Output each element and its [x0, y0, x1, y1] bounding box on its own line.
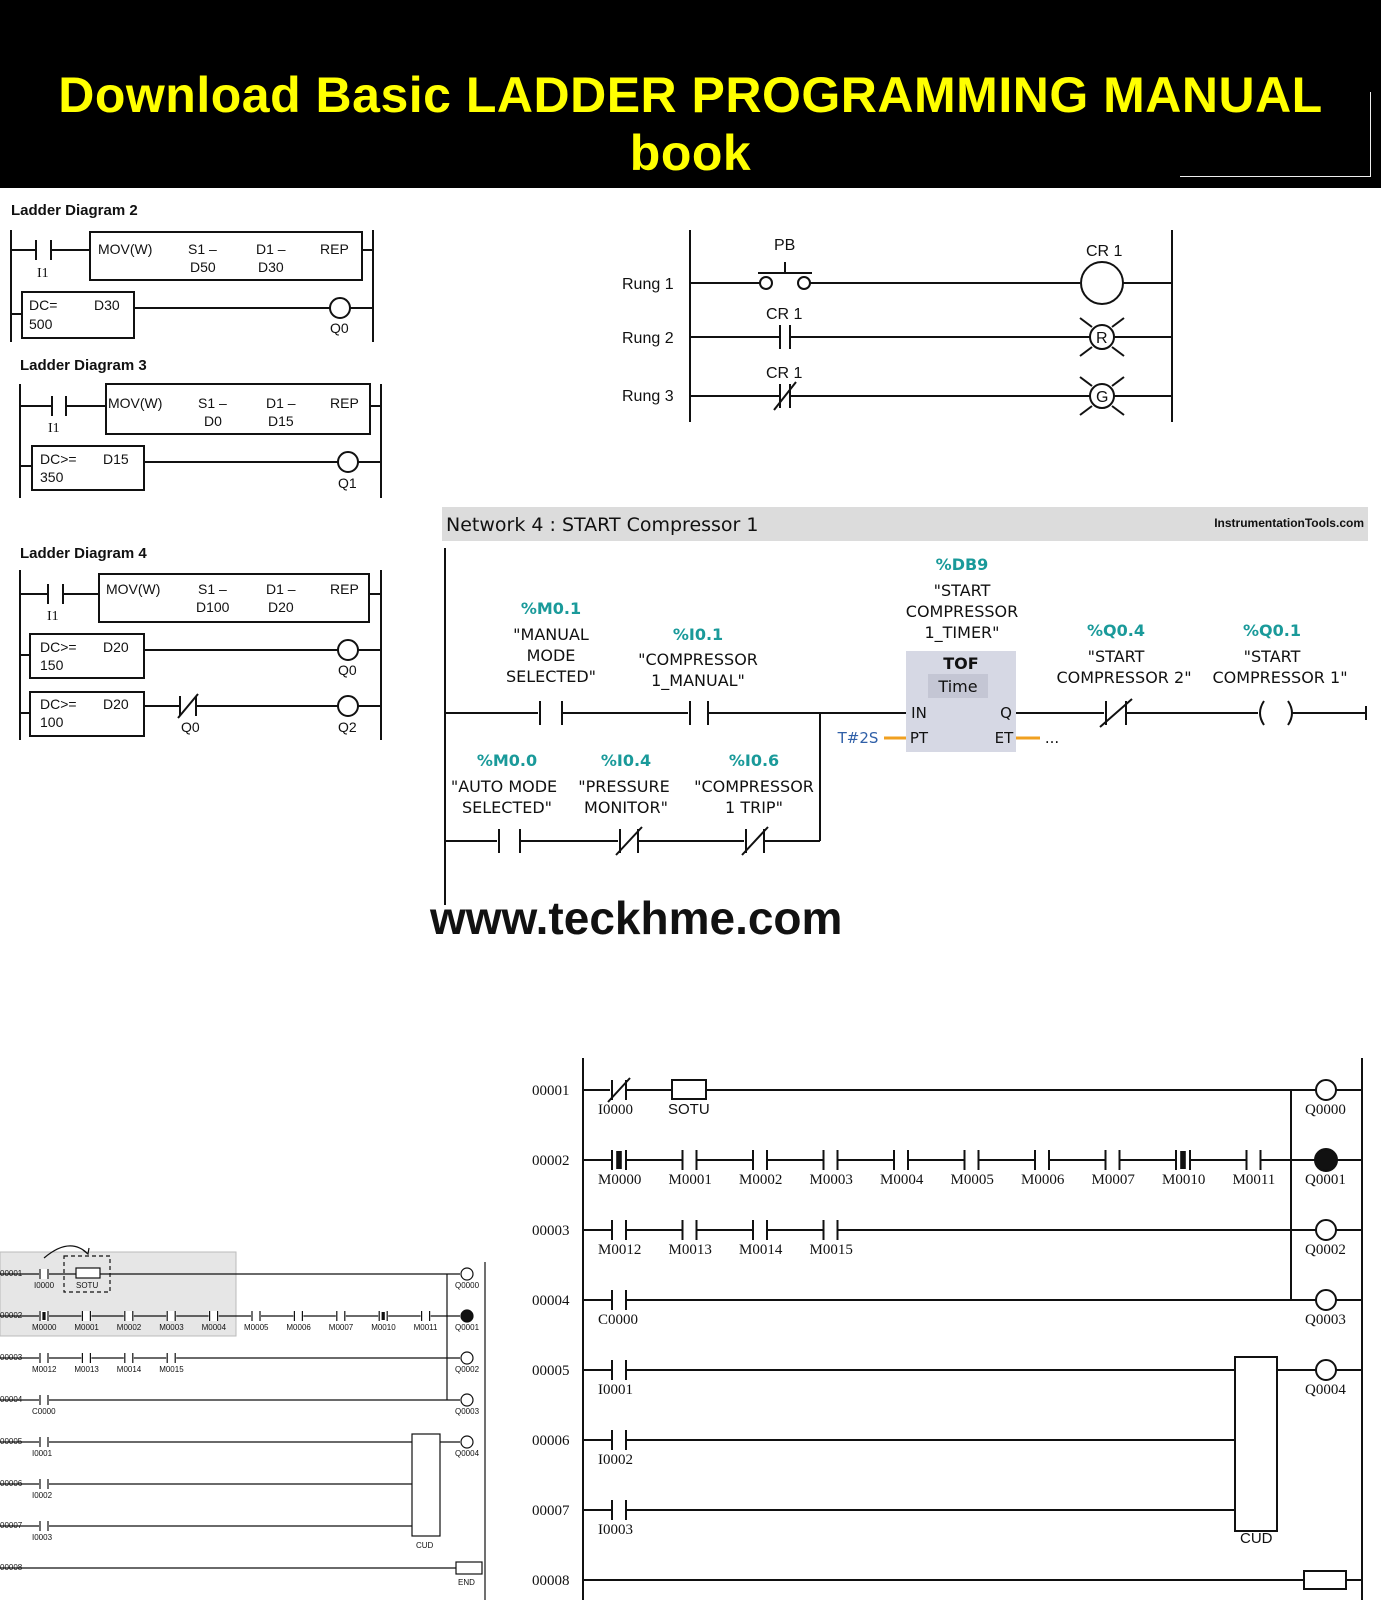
ld3-d1-value: D15 — [268, 413, 294, 429]
big-ladder — [583, 1058, 1362, 1600]
big-out-q0002: Q0002 — [1305, 1242, 1346, 1258]
small-r3-label-2: M0013 — [74, 1365, 99, 1374]
big-r2-label-10: M0011 — [1232, 1172, 1276, 1188]
i06-line-1: "COMPRESSOR — [694, 777, 814, 796]
small-coil-4 — [461, 1436, 473, 1448]
small-r2-contact-5 — [209, 1311, 219, 1321]
ld2-heading: Ladder Diagram 2 — [11, 202, 138, 219]
big-row-7: 00007 — [532, 1503, 570, 1519]
ld2-dc-value: 500 — [29, 316, 53, 332]
big-r2-contact-7 — [1034, 1150, 1050, 1170]
db9-line-2: COMPRESSOR — [905, 602, 1019, 621]
small-single-contact-4 — [39, 1395, 49, 1405]
small-cud-label: CUD — [416, 1541, 434, 1550]
big-ladder-contacts — [611, 1150, 1262, 1520]
cr1-contact-b-label: CR 1 — [766, 365, 803, 382]
big-row-4: 00004 — [532, 1293, 570, 1309]
ld2-s1-value: D50 — [190, 259, 216, 275]
m01-line-1: "MANUAL — [513, 625, 589, 644]
big-r2-label-7: M0006 — [1021, 1172, 1065, 1188]
small-r4-contact: C0000 — [32, 1407, 56, 1416]
ld4-output1-label: Q0 — [338, 662, 357, 678]
big-row-2: 00002 — [532, 1153, 570, 1169]
lamp-g-label: G — [1096, 389, 1109, 406]
ld4-d1: D1 – — [266, 581, 296, 597]
tof-q-pin: Q — [1000, 704, 1012, 722]
big-r3-label-1: M0012 — [598, 1242, 642, 1258]
small-r2-label-8: M0007 — [328, 1323, 354, 1332]
network-brand: InstrumentationTools.com — [1214, 516, 1364, 530]
small-single-contact-7 — [39, 1521, 49, 1531]
small-out-q0000: Q0000 — [455, 1281, 480, 1290]
big-r3-contact-1 — [611, 1220, 627, 1240]
ld2-d1: D1 – — [256, 241, 286, 257]
ld2-dc: DC= — [29, 297, 58, 313]
ld4-output2-label: Q2 — [338, 719, 357, 735]
ld3-block-label: MOV(W) — [108, 395, 163, 411]
small-ladder — [0, 1246, 485, 1600]
big-r3-labels — [598, 1242, 853, 1258]
big-r2-contact-8 — [1105, 1150, 1121, 1170]
ld4-heading: Ladder Diagram 4 — [20, 545, 147, 562]
ld2-s1: S1 – — [188, 241, 217, 257]
big-r2-labels — [598, 1172, 1275, 1188]
small-r2-label-2: M0001 — [74, 1323, 99, 1332]
big-single-contact-5 — [611, 1360, 627, 1380]
i06-line-2: 1 TRIP" — [725, 798, 783, 817]
ld3-d1: D1 – — [266, 395, 296, 411]
big-r2-contact-3 — [752, 1150, 768, 1170]
db9-line-1: "START — [933, 581, 991, 600]
ld2-block-label: MOV(W) — [98, 241, 153, 257]
tof-et-pin: ET — [994, 729, 1014, 747]
small-r1-sotu: SOTU — [76, 1281, 99, 1290]
small-row-7: 00007 — [0, 1521, 23, 1530]
small-r3-contact-3 — [124, 1353, 134, 1363]
small-r5-contact: I0001 — [32, 1449, 53, 1458]
small-end-label: END — [458, 1578, 475, 1587]
ld4-s1-value: D100 — [196, 599, 230, 615]
ld4-d1-value: D20 — [268, 599, 294, 615]
network-title: Network 4 : START Compressor 1 — [446, 514, 759, 536]
small-row-5: 00005 — [0, 1437, 23, 1446]
big-row-1: 00001 — [532, 1083, 570, 1099]
big-single-contact-6 — [611, 1430, 627, 1450]
small-r1-contact — [39, 1269, 49, 1279]
small-row-8: 00008 — [0, 1563, 23, 1572]
ld2-contact-label: I1 — [37, 266, 49, 281]
big-r2-contact-1 — [611, 1150, 627, 1170]
small-r2-contact-9 — [378, 1311, 388, 1321]
ld3-s1-value: D0 — [204, 413, 222, 429]
small-r2-label-10: M0011 — [413, 1323, 438, 1332]
rung-3-label: Rung 3 — [622, 388, 674, 405]
small-out-q0003: Q0003 — [455, 1407, 480, 1416]
rung-2-label: Rung 2 — [622, 330, 674, 347]
db9-address: %DB9 — [935, 555, 989, 574]
q01-line-2: COMPRESSOR 1" — [1212, 668, 1348, 687]
ld4-s1: S1 – — [198, 581, 227, 597]
big-r6-contact: I0002 — [598, 1452, 633, 1468]
big-out-q0003: Q0003 — [1305, 1312, 1346, 1328]
small-r2-contact-6 — [251, 1311, 261, 1321]
i01-line-2: 1_MANUAL" — [651, 671, 745, 690]
ld3-heading: Ladder Diagram 3 — [20, 357, 147, 374]
ld4-block-label: MOV(W) — [106, 581, 161, 597]
m00-line-1: "AUTO MODE — [450, 777, 558, 796]
big-out-q0000: Q0000 — [1305, 1102, 1346, 1118]
big-r3-label-3: M0014 — [739, 1242, 783, 1258]
i01-line-1: "COMPRESSOR — [638, 650, 758, 669]
q04-line-2: COMPRESSOR 2" — [1056, 668, 1192, 687]
small-r2-contact-4 — [166, 1311, 176, 1321]
big-r3-contact-2 — [682, 1220, 698, 1240]
small-r2-label-6: M0005 — [244, 1323, 269, 1332]
small-coil-3 — [461, 1394, 473, 1406]
ld2-dc-register: D30 — [94, 297, 120, 313]
cr1-coil-label: CR 1 — [1086, 243, 1123, 260]
small-out-q0002: Q0002 — [455, 1365, 480, 1374]
small-r2-label-9: M0010 — [371, 1323, 396, 1332]
tof-pt-pin: PT — [909, 729, 929, 747]
ld4-dc2-register: D20 — [103, 696, 129, 712]
ld3-output-label: Q1 — [338, 475, 357, 491]
small-r7-contact: I0003 — [32, 1533, 53, 1542]
small-r2-label-4: M0003 — [159, 1323, 184, 1332]
cr1-contact-a-label: CR 1 — [766, 306, 803, 323]
small-r2-contact-10 — [421, 1311, 431, 1321]
tof-et-value: ... — [1044, 729, 1060, 747]
tof-pt-value: T#2S — [837, 729, 879, 747]
i04-address: %I0.4 — [600, 751, 652, 770]
big-r4-contact: C0000 — [598, 1312, 639, 1328]
big-r7-contact: I0003 — [598, 1522, 633, 1538]
watermark-url: www.teckhme.com — [430, 892, 843, 944]
small-r2-label-5: M0004 — [201, 1323, 227, 1332]
big-r1-sotu: SOTU — [668, 1101, 710, 1118]
ld3-s1: S1 – — [198, 395, 227, 411]
small-row-4: 00004 — [0, 1395, 23, 1404]
big-out-q0001: Q0001 — [1305, 1172, 1346, 1188]
ld3-contact-label: I1 — [48, 421, 60, 436]
small-r3-contact-4 — [166, 1353, 176, 1363]
small-r3-label-4: M0015 — [159, 1365, 184, 1374]
q04-address: %Q0.4 — [1087, 621, 1145, 640]
m01-line-3: SELECTED" — [505, 667, 597, 686]
small-single-contact-6 — [39, 1479, 49, 1489]
ld2-output-label: Q0 — [330, 320, 349, 336]
small-single-contact-5 — [39, 1437, 49, 1447]
big-r5-contact: I0001 — [598, 1382, 633, 1398]
small-out-q0004: Q0004 — [455, 1449, 480, 1458]
pb-label: PB — [774, 237, 796, 254]
small-r3-label-1: M0012 — [32, 1365, 57, 1374]
m00-address: %M0.0 — [476, 751, 538, 770]
big-r2-contact-10 — [1246, 1150, 1262, 1170]
big-r2-contact-4 — [823, 1150, 839, 1170]
small-r2-contact-3 — [124, 1311, 134, 1321]
tof-in-pin: IN — [911, 704, 927, 722]
big-out-q0004: Q0004 — [1305, 1382, 1346, 1398]
big-r3-contact-3 — [752, 1220, 768, 1240]
big-single-contact-7 — [611, 1500, 627, 1520]
big-r2-contact-9 — [1175, 1150, 1191, 1170]
banner-title: Download Basic LADDER PROGRAMMING MANUAL book — [58, 67, 1323, 181]
small-coil-1 — [461, 1268, 473, 1280]
rung-1-label: Rung 1 — [622, 276, 674, 293]
small-r1-contact: I0000 — [34, 1281, 55, 1290]
big-r2-label-4: M0003 — [809, 1172, 853, 1188]
small-r2-label-1: M0000 — [32, 1323, 57, 1332]
small-r2-contact-2 — [81, 1311, 91, 1321]
small-out-q0001: Q0001 — [455, 1323, 480, 1332]
m00-line-2: SELECTED" — [461, 798, 553, 817]
big-row-8: 00008 — [532, 1573, 570, 1589]
ld3-dc-register: D15 — [103, 451, 129, 467]
i04-line-2: MONITOR" — [584, 798, 668, 817]
ld4-dc1-value: 150 — [40, 657, 64, 673]
big-r2-label-1: M0000 — [598, 1172, 642, 1188]
small-r3-contact-2 — [81, 1353, 91, 1363]
small-r3-contact-1 — [39, 1353, 49, 1363]
big-single-contact-4 — [611, 1290, 627, 1310]
big-row-3: 00003 — [532, 1223, 570, 1239]
small-row-1: 00001 — [0, 1269, 23, 1278]
big-r3-label-4: M0015 — [809, 1242, 853, 1258]
ld4-contact-label: I1 — [47, 609, 59, 624]
ld3-dc-value: 350 — [40, 469, 64, 485]
i04-line-1: "PRESSURE — [578, 777, 670, 796]
small-coil-filled — [461, 1310, 473, 1322]
big-row-6: 00006 — [532, 1433, 570, 1449]
ld3-rep: REP — [330, 395, 359, 411]
i01-address: %I0.1 — [672, 625, 724, 644]
small-r2-contact-8 — [336, 1311, 346, 1321]
big-r1-contact-1: I0000 — [598, 1102, 633, 1118]
ld4-dc2: DC>= — [40, 696, 77, 712]
big-r3-contact-4 — [823, 1220, 839, 1240]
small-r2-label-7: M0006 — [286, 1323, 311, 1332]
lamp-r-label: R — [1096, 330, 1108, 347]
tof-label: TOF — [943, 654, 979, 673]
ld4-dc1: DC>= — [40, 639, 77, 655]
small-coil-2 — [461, 1352, 473, 1364]
db9-line-3: 1_TIMER" — [924, 623, 1000, 642]
tof-time-label: Time — [938, 677, 978, 696]
small-sotu-box — [76, 1268, 100, 1278]
big-r2-label-5: M0004 — [880, 1172, 924, 1188]
big-cud-label: CUD — [1240, 1530, 1273, 1547]
big-r2-label-2: M0001 — [668, 1172, 712, 1188]
ld4-dc2-value: 100 — [40, 714, 64, 730]
big-r2-label-8: M0007 — [1091, 1172, 1135, 1188]
small-r3-label-3: M0014 — [116, 1365, 142, 1374]
big-r2-contact-6 — [964, 1150, 980, 1170]
network-4 — [442, 507, 1368, 905]
big-row-5: 00005 — [532, 1363, 570, 1379]
ld2-rep: REP — [320, 241, 349, 257]
ld4-dc1-register: D20 — [103, 639, 129, 655]
ld2-d1-value: D30 — [258, 259, 284, 275]
small-r3-labels — [32, 1365, 184, 1374]
ld4-nc-contact-label: Q0 — [181, 719, 200, 735]
m01-line-2: MODE — [526, 646, 576, 665]
small-row-3: 00003 — [0, 1353, 23, 1362]
q01-address: %Q0.1 — [1243, 621, 1301, 640]
ld3-dc: DC>= — [40, 451, 77, 467]
small-row-6: 00006 — [0, 1479, 23, 1488]
q04-line-1: "START — [1087, 647, 1145, 666]
q01-line-1: "START — [1243, 647, 1301, 666]
ld4-rep: REP — [330, 581, 359, 597]
m01-address: %M0.1 — [520, 599, 582, 618]
small-r2-contact-1 — [39, 1311, 49, 1321]
big-r2-contact-5 — [893, 1150, 909, 1170]
small-r6-contact: I0002 — [32, 1491, 53, 1500]
big-r3-label-2: M0013 — [668, 1242, 712, 1258]
big-r2-contact-2 — [682, 1150, 698, 1170]
small-ladder-coils — [461, 1268, 473, 1448]
small-r2-label-3: M0002 — [116, 1323, 142, 1332]
small-r2-contact-7 — [293, 1311, 303, 1321]
small-row-2: 00002 — [0, 1311, 23, 1320]
big-r2-label-6: M0005 — [950, 1172, 994, 1188]
big-r2-label-9: M0010 — [1162, 1172, 1206, 1188]
i06-address: %I0.6 — [728, 751, 780, 770]
big-r2-label-3: M0002 — [739, 1172, 783, 1188]
